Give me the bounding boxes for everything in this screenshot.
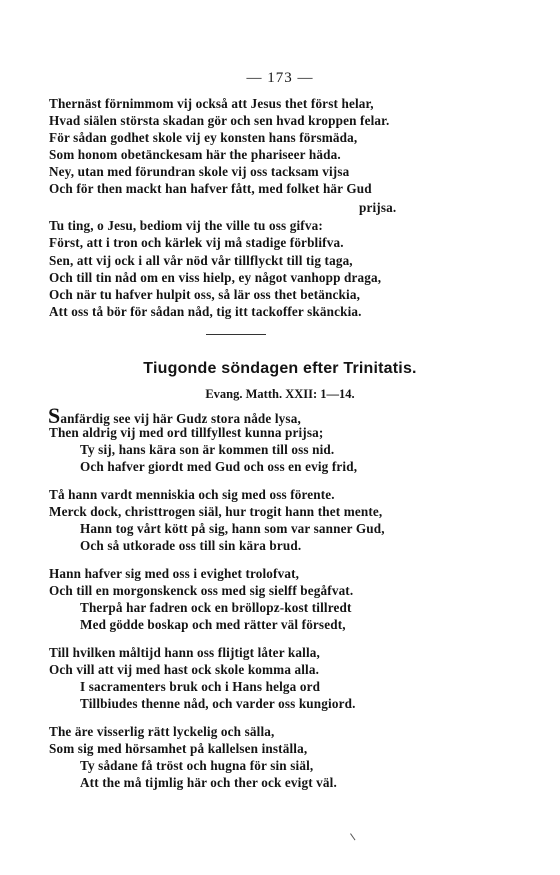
text-line: Som honom obetänckesam här the phariseer häda. — [49, 147, 341, 162]
text-line: Att oss tå bör för sådan nåd, tig itt tackoffer skänckia. — [49, 304, 362, 319]
text-line: Och så utkorade oss till sin kära brud. — [80, 538, 302, 553]
text-line: Och till en morgonskenck oss med sig sielff begåfvat. — [49, 583, 354, 598]
text-line-continuation: prijsa. — [359, 200, 397, 215]
first-line-text: anfärdig see vij här Gudz stora nåde lysa, — [60, 411, 301, 426]
text-line: Thernäst förnimmom vij också att Jesus thet först helar, — [49, 96, 374, 111]
first-line — [48, 403, 301, 428]
text-line: Med gödde boskap och med rätter väl försedt, — [80, 617, 346, 632]
text-line: Tu ting, o Jesu, bediom vij the ville tu oss gifva: — [49, 218, 323, 233]
text-line: The äre visserlig rätt lyckelig och sälla, — [49, 724, 275, 739]
stray-mark — [350, 832, 358, 841]
page-number: — 173 — — [246, 70, 314, 86]
section-heading: Tiugonde söndagen efter Trinitatis. — [143, 360, 417, 377]
text-line: Ty sij, hans kära son är kommen till oss nid. — [80, 442, 335, 457]
section-divider — [206, 334, 266, 335]
text-line: Hvad siälen största skadan gör och sen hvad kroppen felar. — [49, 113, 390, 128]
text-line: Hann tog vårt kött på sig, hann som var sanner Gud, — [80, 521, 385, 536]
text-line: Ty sådane få tröst och hugna för sin siäl, — [80, 758, 314, 773]
text-line: Ney, utan med förundran skole vij oss tacksam vijsa — [49, 164, 350, 179]
drop-cap: S — [48, 403, 61, 428]
text-line: Till hvilken måltijd hann oss flijtigt låter kalla, — [49, 645, 320, 660]
text-line: För sådan godhet skole vij ey konsten hans försmäda, — [49, 130, 358, 145]
text-line: Och till tin nåd om en viss hielp, ey något vanhopp draga, — [49, 270, 382, 285]
text-line: Then aldrig vij med ord tillfyllest kunna prijsa; — [49, 425, 324, 440]
text-line: Först, att i tron och kärlek vij må stadige förblifva. — [49, 235, 344, 250]
text-line: Och när tu hafver hulpit oss, så lär oss thet betänckia, — [49, 287, 361, 302]
text-line: Som sig med hörsamhet på kallelsen inställa, — [49, 741, 308, 756]
text-line: Hann hafver sig med oss i evighet trolofvat, — [49, 566, 300, 581]
text-line: Och hafver giordt med Gud och oss en evig frid, — [80, 459, 358, 474]
text-line: I sacramenters bruk och i Hans helga ord — [80, 679, 321, 694]
text-line: Tå hann vardt menniskia och sig med oss förente. — [49, 487, 335, 502]
text-line: Tillbiudes thenne nåd, och varder oss kungiord. — [80, 696, 356, 711]
gospel-reference: Evang. Matth. XXII: 1—14. — [205, 387, 355, 401]
text-line: Therpå har fadren ock en bröllopz-kost tillredt — [80, 600, 352, 615]
text-line: Och för then mackt han hafver fått, med folket här Gud — [49, 181, 372, 196]
text-line: Att the må tijmlig här och ther ock evigt väl. — [80, 775, 337, 790]
text-line: Sen, att vij ock i all vår nöd vår tillflyckt till tig taga, — [49, 253, 353, 268]
text-line: Och vill att vij med hast ock skole komma alla. — [49, 662, 320, 677]
text-line: Merck dock, christtrogen siäl, hur trogit hann thet mente, — [49, 504, 383, 519]
